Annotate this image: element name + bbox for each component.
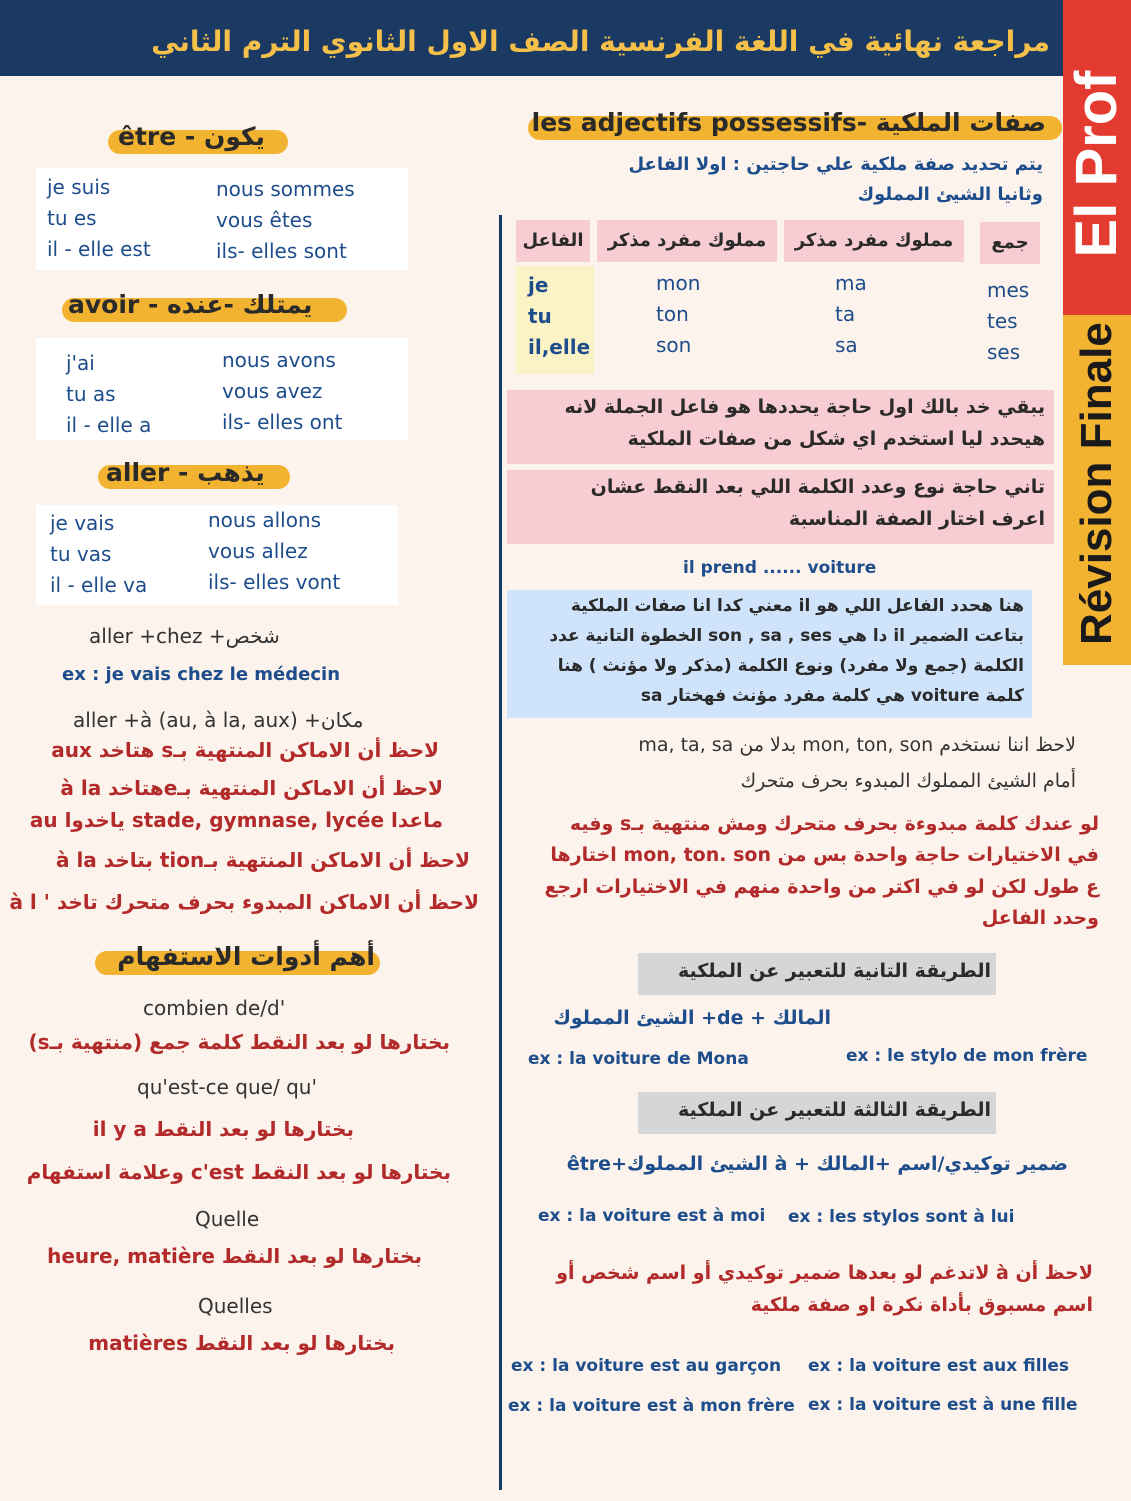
third-way-title: الطريقة الثالثة للتعبير عن الملكية <box>678 1099 991 1121</box>
questions-title: أهم أدوات الاستفهام <box>117 942 375 971</box>
third-way-example: ex : la voiture est à mon frère <box>508 1396 795 1416</box>
second-way-title: الطريقة التانية للتعبير عن الملكية <box>678 960 991 982</box>
possessifs-title: صفات الملكية -les adjectifs possessifs <box>531 108 1046 137</box>
subject-column: je tu il,elle <box>528 273 591 359</box>
aller-chez-rule: aller +chez +شخص <box>89 624 280 648</box>
third-way-example: ex : la voiture est au garçon <box>511 1356 782 1376</box>
note-word-line: تاني حاجة نوع وعدد الكلمة اللي بعد النقط عشان <box>590 476 1045 498</box>
question-word: Quelle <box>195 1207 260 1231</box>
etre-title: être - يكون <box>118 122 265 151</box>
aller-right: nous allons vous allez ils- elles vont <box>208 508 341 594</box>
aller-a-note: ماعدا stade, gymnase, lycée ياخدوا au <box>29 808 443 832</box>
table-header-subject: الفاعل <box>516 220 590 262</box>
possessifs-intro: وثانيا الشيئ المملوك <box>857 184 1043 205</box>
vowel-note: أمام الشيئ المملوك المبدوء بحرف متحرك <box>740 770 1076 792</box>
third-way-example: ex : la voiture est à une fille <box>808 1395 1078 1415</box>
third-way-example: ex : la voiture est aux filles <box>808 1356 1070 1376</box>
red-note-line: وحدد الفاعل <box>981 907 1099 929</box>
third-way-note: اسم مسبوق بأداة نكرة او صفة ملكية <box>750 1294 1093 1316</box>
aller-a-rule: aller +à (au, à la, aux) +مكان <box>73 708 364 732</box>
explain-line: بتاعت الضمير il دا هي son , sa , ses الخطوة التانية عدد <box>549 626 1024 646</box>
aller-a-note: لاحظ أن الاماكن المنتهية بـeهتاخد à la <box>60 776 443 800</box>
etre-right: nous sommes vous êtes ils- elles sont <box>216 177 355 263</box>
table-header-masc: مملوك مفرد مذكر <box>597 220 777 262</box>
question-word: combien de/d' <box>143 996 286 1020</box>
third-way-example: ex : la voiture est à moi <box>538 1206 766 1226</box>
explain-line: هنا هحدد الفاعل اللي هو il معني كدا انا صفات الملكية <box>570 596 1024 616</box>
aller-a-note: لاحظ أن الاماكن المبدوء بحرف متحرك تاخد ' à l <box>9 890 479 914</box>
question-rule: بختارها لو بعد النقط c'est وعلامة استفهام <box>26 1160 451 1184</box>
possessifs-intro: يتم تحديد صفة ملكية علي حاجتين : اولا الفاعل <box>628 154 1043 175</box>
red-note-line: ع طول لكن لو في اكتر من واحدة منهم في الاختيارات ارجع <box>544 876 1099 898</box>
note-subject-line: هيحدد ليا استخدم اي شكل من صفات الملكية <box>627 428 1045 450</box>
question-word: Quelles <box>198 1294 273 1318</box>
third-way-example: ex : les stylos sont à lui <box>788 1207 1015 1227</box>
red-note-line: في الاختيارات حاجة واحدة بس من mon, ton. son اختارها <box>550 844 1099 866</box>
fem-column: ma ta sa <box>835 271 867 357</box>
question-rule: بختارها لو بعد النقط كلمة جمع (منتهية بـs) <box>28 1030 450 1054</box>
page-title: مراجعة نهائية في اللغة الفرنسية الصف الاول الثانوي الترم الثاني <box>151 25 1050 58</box>
third-way-formula: ضمير توكيدي/اسم +المالك + à الشيئ المملوك+être <box>566 1153 1068 1175</box>
revision-label: Révision Finale <box>1072 322 1121 645</box>
aller-a-note: لاحظ أن الاماكن المنتهية بـs هتاخد aux <box>51 738 439 762</box>
second-way-example: ex : la voiture de Mona <box>528 1049 749 1069</box>
plural-column: mes tes ses <box>987 278 1030 364</box>
explain-line: الكلمة (جمع ولا مفرد) ونوع الكلمة (مذكر ولا مؤنث ) هنا <box>557 656 1024 676</box>
question-rule: بختارها لو بعد النقط heure, matière <box>47 1244 422 1268</box>
aller-title: aller - يذهب <box>106 458 265 487</box>
table-header-fem: مملوك مفرد مذكر <box>784 220 964 262</box>
second-way-formula: المالك + de+ الشيئ المملوك <box>553 1007 831 1029</box>
table-header-plural: جمع <box>980 222 1040 264</box>
note-word-line: اعرف اختار الصفة المناسبة <box>788 508 1045 530</box>
masc-column: mon ton son <box>656 271 701 357</box>
brand-label: El Prof <box>1064 70 1129 258</box>
column-divider <box>499 215 502 1490</box>
etre-left: je suis tu es il - elle est <box>47 175 151 261</box>
second-way-example: ex : le stylo de mon frère <box>846 1046 1088 1066</box>
question-word: qu'est-ce que/ qu' <box>137 1075 317 1099</box>
red-note-line: لو عندك كلمة مبدوءة بحرف متحرك ومش منتهية بـs وفيه <box>569 813 1099 835</box>
note-subject-line: يبقي خد بالك اول حاجة يحددها هو فاعل الجملة لانه <box>564 396 1045 418</box>
question-rule: بختارها لو بعد النقط matières <box>88 1331 395 1355</box>
vowel-note: لاحظ اننا نستخدم mon, ton, son بدلا من ma, ta, sa <box>638 734 1076 756</box>
question-rule: بختارها لو بعد النقط il y a <box>92 1117 354 1141</box>
possessifs-example: il prend ...... voiture <box>683 558 877 578</box>
avoir-right: nous avons vous avez ils- elles ont <box>222 348 343 434</box>
avoir-title: avoir - يمتلك -عنده <box>68 290 313 319</box>
avoir-left: j'ai tu as il - elle a <box>66 351 152 437</box>
third-way-note: لاحظ أن à لاتدغم لو بعدها ضمير توكيدي أو اسم شخص أو <box>556 1262 1093 1284</box>
aller-chez-example: ex : je vais chez le médecin <box>62 664 341 685</box>
explain-line: كلمة voiture هي كلمة مفرد مؤنث فهختار sa <box>640 686 1024 706</box>
aller-left: je vais tu vas il - elle va <box>50 511 148 597</box>
aller-a-note: لاحظ أن الاماكن المنتهية بـtion بتاخد à la <box>55 848 470 872</box>
